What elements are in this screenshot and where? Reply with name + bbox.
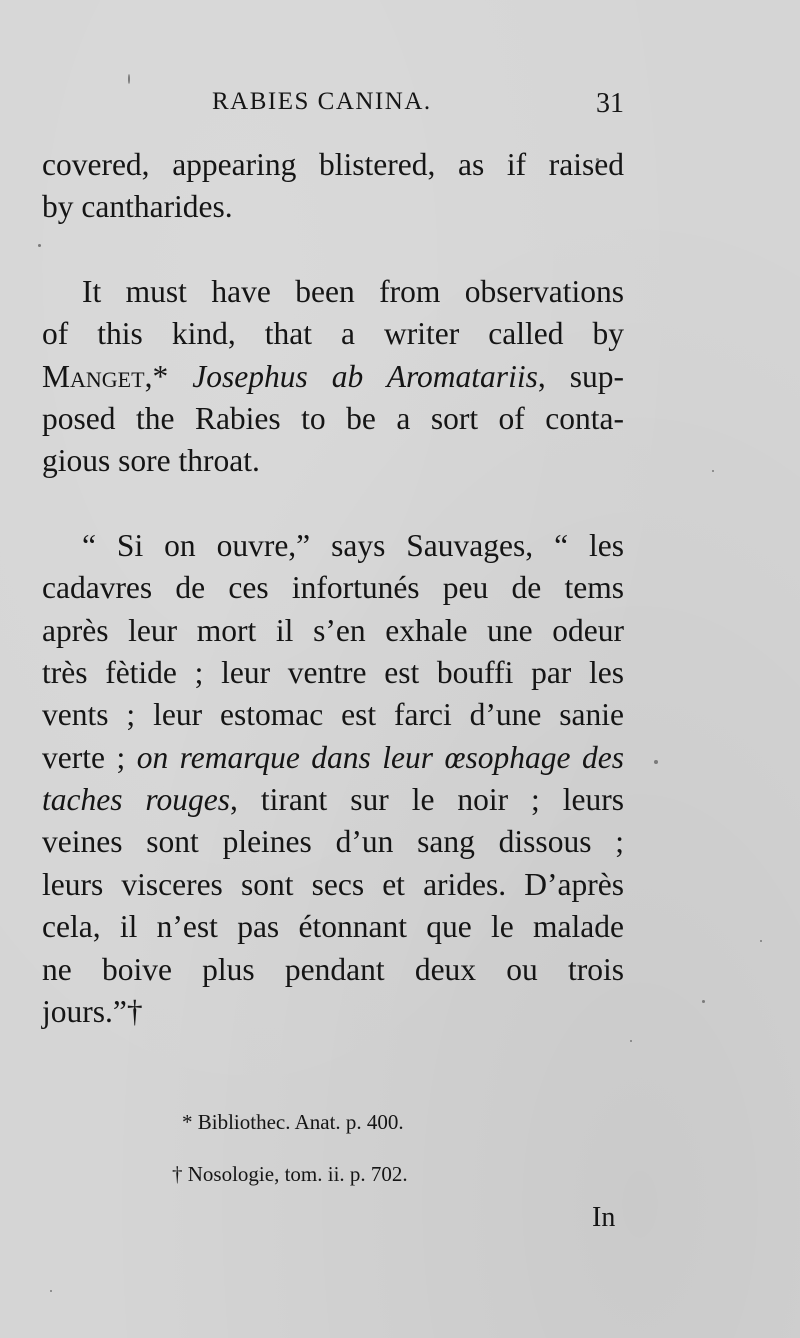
text-line: of this kind, that a writer called by	[42, 316, 624, 352]
catchword: In	[592, 1202, 616, 1233]
line-head: verte ;	[42, 739, 137, 775]
page-number: 31	[596, 88, 624, 119]
text-line: très fètide ; leur ventre est bouffi par les	[42, 654, 624, 690]
text-line: après leur mort il s’en exhale une odeur	[42, 612, 624, 648]
footnote-nosologie: † Nosologie, tom. ii. p. 702.	[172, 1162, 408, 1186]
body-text	[42, 144, 624, 1033]
text-line: veines sont pleines d’un sang dissous ;	[42, 824, 624, 860]
italic-name: Josephus ab Aromatariis	[192, 358, 538, 394]
text-line	[42, 779, 624, 821]
text-line: It must have been from observations	[82, 273, 624, 309]
italic-phrase: on remarque dans leur œsophage des	[136, 739, 624, 775]
running-title: RABIES CANINA.	[212, 88, 432, 115]
text-line	[42, 737, 624, 779]
text-line: posed the Rabies to be a sort of conta-	[42, 400, 624, 436]
footnote-bibliothec: * Bibliothec. Anat. p. 400.	[182, 1110, 404, 1134]
text-line: “ Si on ouvre,” says Sauvages, “ les	[82, 527, 624, 563]
page-header	[42, 88, 624, 128]
italic-phrase: taches rouges	[42, 782, 230, 818]
author-name-manget: Manget	[42, 358, 145, 394]
text-line: cela, il n’est pas étonnant que le malade	[42, 909, 624, 945]
text-line: gious sore throat.	[42, 443, 260, 479]
text-line	[42, 356, 624, 398]
footnote-marker: ,*	[144, 358, 193, 394]
text-line: jours.”†	[42, 994, 143, 1030]
text-line: vents ; leur estomac est farci d’une sanie	[42, 697, 624, 733]
text-line: ne boive plus pendant deux ou trois	[42, 951, 624, 987]
text-line: leurs visceres sont secs et arides. D’après	[42, 866, 624, 902]
line-tail: , tirant sur le noir ; leurs	[230, 782, 624, 818]
text-line: by cantharides.	[42, 189, 233, 225]
text-line: cadavres de ces infortunés peu de tems	[42, 570, 624, 606]
text-line: covered, appearing blistered, as if raised	[42, 147, 624, 182]
line-tail: , sup-	[537, 358, 625, 394]
